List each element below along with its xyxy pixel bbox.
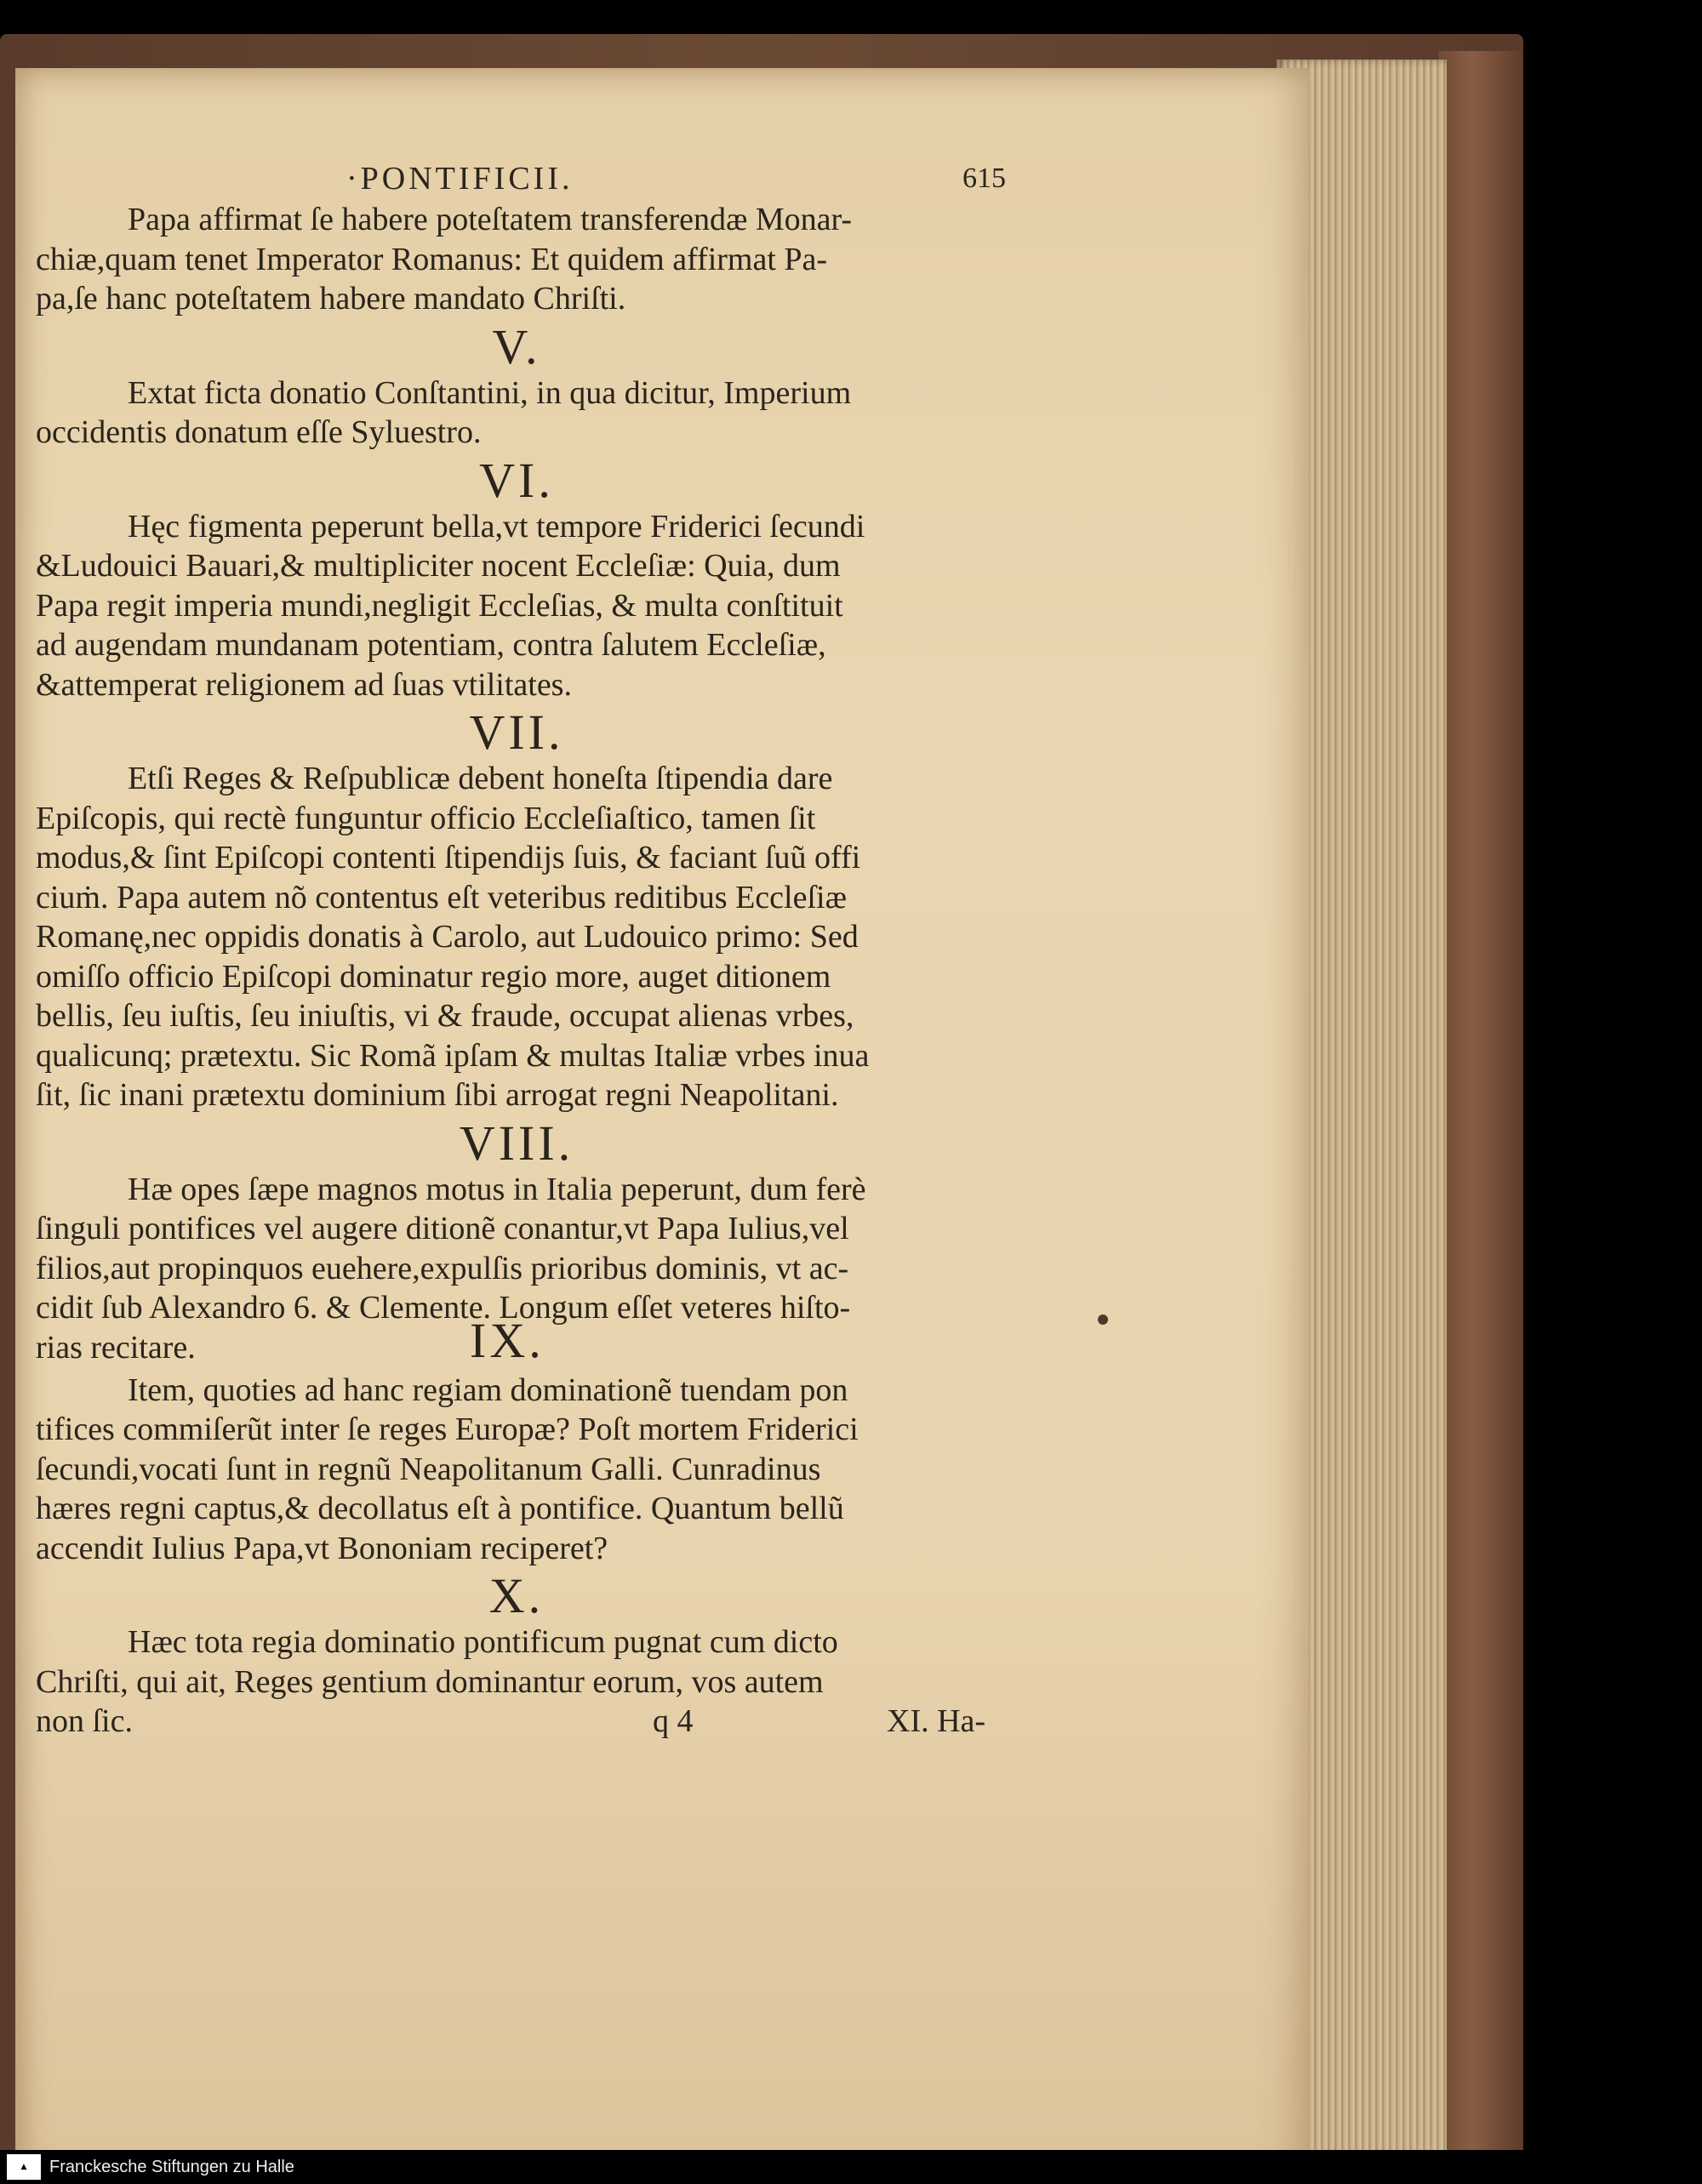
text-line: occidentis donatum eſſe Syluestro. [36, 414, 482, 450]
paragraph [36, 1622, 997, 1702]
text-line: tifices commiſerũt inter ſe reges Europæ? Poſt mortem Friderici [36, 1411, 859, 1447]
text-line: &attemperat religionem ad ſuas vtilitates. [36, 666, 572, 703]
text-line: Etſi Reges & Reſpublicæ debent honeſta ſtipendia dare [128, 761, 833, 796]
credit-text: Franckesche Stiftungen zu Halle [49, 2158, 294, 2176]
text-line: Epiſcopis, qui rectè funguntur officio Eccleſiaſtico, tamen ſit [36, 800, 816, 836]
running-header [36, 157, 1006, 200]
paragraph [36, 200, 997, 319]
page-text [36, 157, 1006, 1742]
signature-mark: q 4 [653, 1703, 694, 1739]
text-line: &Ludouici Bauari,& multipliciter nocent Eccleſiæ: Quia, dum [36, 548, 841, 584]
text-line: Chriſti, qui ait, Reges gentium dominantur eorum, vos autem [36, 1663, 824, 1700]
text-line: Papa regit imperia mundi,negligit Eccleſias, & multa conſtituit [36, 587, 843, 624]
paragraph [36, 374, 997, 453]
text-line-with-numeral [36, 1312, 997, 1371]
text-line: Romanę,nec oppidis donatis à Carolo, aut Ludouico primo: Sed [36, 919, 859, 955]
text-line: Hæ opes ſæpe magnos motus in Italia peperunt, dum ferè [128, 1171, 866, 1207]
text-line: hæres regni captus,& decollatus eſt à pontifice. Quantum bellũ [36, 1491, 844, 1526]
text-line: qualicunq; prætextu. Sic Romã ipſam & multas Italiæ vrbes inua [36, 1037, 870, 1074]
text-line: chiæ,quam tenet Imperator Romanus: Et quidem affirmat Pa- [36, 241, 828, 277]
text-line: ſinguli pontifices vel augere ditionẽ conantur,vt Papa Iulius,vel [36, 1211, 849, 1246]
text-line: pa,ſe hanc poteſtatem habere mandato Chriſti. [36, 281, 626, 316]
paragraph [36, 1371, 997, 1569]
text-line: Item, quoties ad hanc regiam dominationẽ tuendam pon [128, 1371, 848, 1408]
text-line: modus,& ſint Epiſcopi contenti ſtipendijs ſuis, & faciant ſuũ offi [36, 840, 861, 875]
section-numeral: X. [488, 1568, 545, 1623]
cover-edge [1438, 51, 1523, 2178]
text-line: Hęc figmenta peperunt bella,vt tempore Friderici ſecundi [128, 508, 865, 545]
footer-last-line: non ſic. [36, 1703, 133, 1739]
text-line: accendit Iulius Papa,vt Bononiam reciperet? [36, 1530, 608, 1566]
ink-spot [1098, 1314, 1108, 1325]
section-numeral: V. [492, 318, 541, 374]
body-text [36, 200, 997, 1702]
text-line: rias recitare. [36, 1329, 196, 1366]
catchword: XI. Ha- [887, 1703, 986, 1739]
text-line: cidit ſub Alexandro 6. & Clemente. Longum eſſet veteres hiſto- [36, 1290, 851, 1326]
text-line: Hæc tota regia dominatio pontificum pugnat cum dicto [128, 1624, 838, 1660]
text-line: Papa affirmat ſe habere poteſtatem transferendæ Monar- [128, 202, 853, 237]
paragraph [36, 1170, 997, 1371]
text-line: filios,aut propinquos euehere,expulſis prioribus dominis, vt ac- [36, 1250, 849, 1286]
text-line: ciuṁ. Papa autem nõ contentus eſt veteribus reditibus Eccleſiæ [36, 879, 847, 915]
page-number: 615 [962, 163, 1006, 194]
text-line: ſit, ſic inani prætextu dominium ſibi arrogat regni Neapolitani. [36, 1077, 839, 1113]
text-line: bellis, ſeu iuſtis, ſeu iniuſtis, vi & fraude, occupat alienas vrbes, [36, 998, 854, 1034]
paragraph [36, 759, 997, 1115]
text-line: ad augendam mundanam potentiam, contra ſalutem Eccleſiæ, [36, 627, 826, 663]
text-line: omiſſo officio Epiſcopi dominatur regio more, auget ditionem [36, 958, 831, 995]
section-numeral: VI. [479, 452, 554, 508]
section-numeral: IX. [470, 1312, 545, 1368]
text-line: ſecundi,vocati ſunt in regnũ Neapolitanum Galli. Cunradinus [36, 1451, 821, 1487]
page-footer [36, 1702, 997, 1742]
paragraph [36, 507, 997, 705]
institution-logo: ▲ [7, 2154, 41, 2180]
text-line: Extat ficta donatio Conſtantini, in qua dicitur, Imperium [128, 374, 852, 411]
section-numeral: VII. [469, 704, 564, 760]
running-title: ·PONTIFICII. [346, 161, 574, 197]
section-numeral: VIII. [459, 1115, 574, 1171]
